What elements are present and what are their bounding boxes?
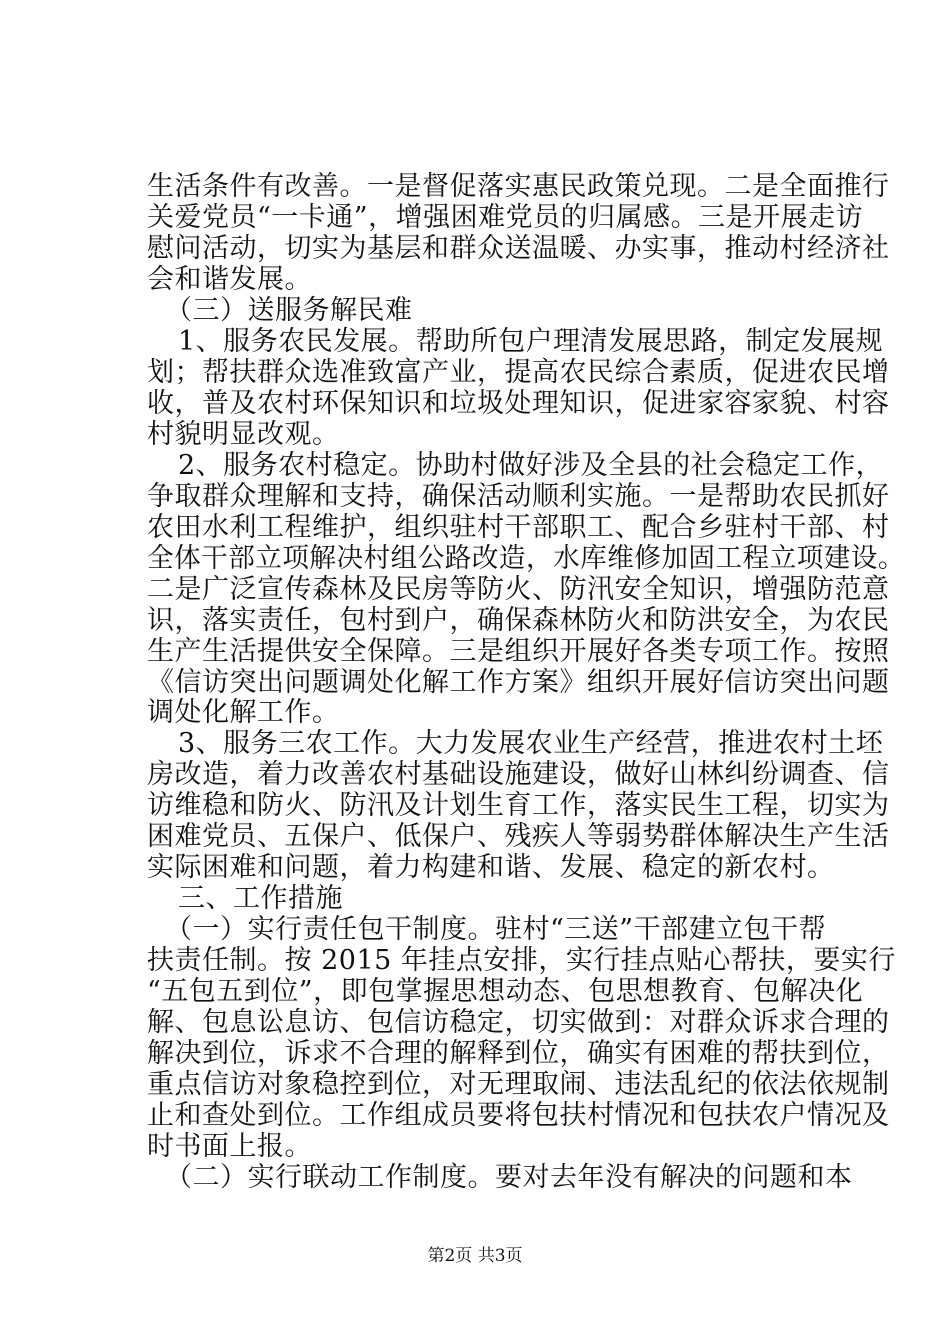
text-line: 会和谐发展。	[147, 264, 312, 295]
text-line: 生产生活提供安全保障。三是组织开展好各类专项工作。按照	[147, 636, 890, 667]
text-line: 《信访突出问题调处化解工作方案》组织开展好信访突出问题	[147, 667, 890, 698]
text-line: 扶责任制。按 2015 年挂点安排，实行挂点贴心帮扶，要实行	[147, 945, 896, 976]
page-number-footer: 第2页 共3页	[427, 1246, 523, 1266]
text-line: 识，落实责任，包村到户，确保森林防火和防洪安全，为农民	[147, 605, 890, 636]
text-line: 访维稳和防火、防汛及计划生育工作，落实民生工程，切实为	[147, 790, 890, 821]
text-line: 止和查处到位。工作组成员要将包扶村情况和包扶农户情况及	[147, 1100, 890, 1131]
text-line: 争取群众理解和支持，确保活动顺利实施。一是帮助农民抓好	[147, 481, 890, 512]
text-line: “五包五到位”，即包掌握思想动态、包思想教育、包解决化	[147, 976, 864, 1007]
text-line: 2、服务农村稳定。协助村做好涉及全县的社会稳定工作，	[178, 450, 884, 481]
section-heading: （三）送服务解民难	[165, 295, 413, 326]
text-line: 二是广泛宣传森林及民房等防火、防汛安全知识，增强防范意	[147, 574, 890, 605]
text-line: （二）实行联动工作制度。要对去年没有解决的问题和本	[165, 1162, 853, 1193]
text-line: 农田水利工程维护，组织驻村干部职工、配合乡驻村干部、村	[147, 512, 890, 543]
text-line: 划；帮扶群众选准致富产业，提高农民综合素质，促进农民增	[147, 357, 890, 388]
text-line: 实际困难和问题，着力构建和谐、发展、稳定的新农村。	[147, 852, 835, 883]
text-line: 关爱党员“一卡通”，增强困难党员的归属感。三是开展走访	[147, 202, 864, 233]
text-line: 村貌明显改观。	[147, 419, 340, 450]
text-line: 生活条件有改善。一是督促落实惠民政策兑现。二是全面推行	[147, 171, 890, 202]
text-line: 困难党员、五保户、低保户、残疾人等弱势群体解决生产生活	[147, 821, 890, 852]
text-line: 房改造，着力改善农村基础设施建设，做好山林纠纷调查、信	[147, 759, 890, 790]
section-heading: 三、工作措施	[178, 883, 343, 914]
text-line: 解决到位，诉求不合理的解释到位，确实有困难的帮扶到位，	[147, 1038, 890, 1069]
text-line: 收，普及农村环保知识和垃圾处理知识，促进家容家貌、村容	[147, 388, 890, 419]
text-line: 时书面上报。	[147, 1131, 312, 1162]
text-line: 3、服务三农工作。大力发展农业生产经营，推进农村土坯	[178, 728, 884, 759]
text-line: （一）实行责任包干制度。驻村“三送”干部建立包干帮	[165, 914, 827, 945]
text-line: 调处化解工作。	[147, 697, 340, 728]
text-line: 重点信访对象稳控到位，对无理取闹、违法乱纪的依法依规制	[147, 1069, 890, 1100]
text-line: 慰问活动，切实为基层和群众送温暖、办实事，推动村经济社	[147, 233, 890, 264]
text-line: 全体干部立项解决村组公路改造，水库维修加固工程立项建设。	[147, 543, 905, 574]
text-line: 1、服务农民发展。帮助所包户理清发展思路，制定发展规	[178, 326, 884, 357]
text-line: 解、包息讼息访、包信访稳定，切实做到：对群众诉求合理的	[147, 1007, 890, 1038]
